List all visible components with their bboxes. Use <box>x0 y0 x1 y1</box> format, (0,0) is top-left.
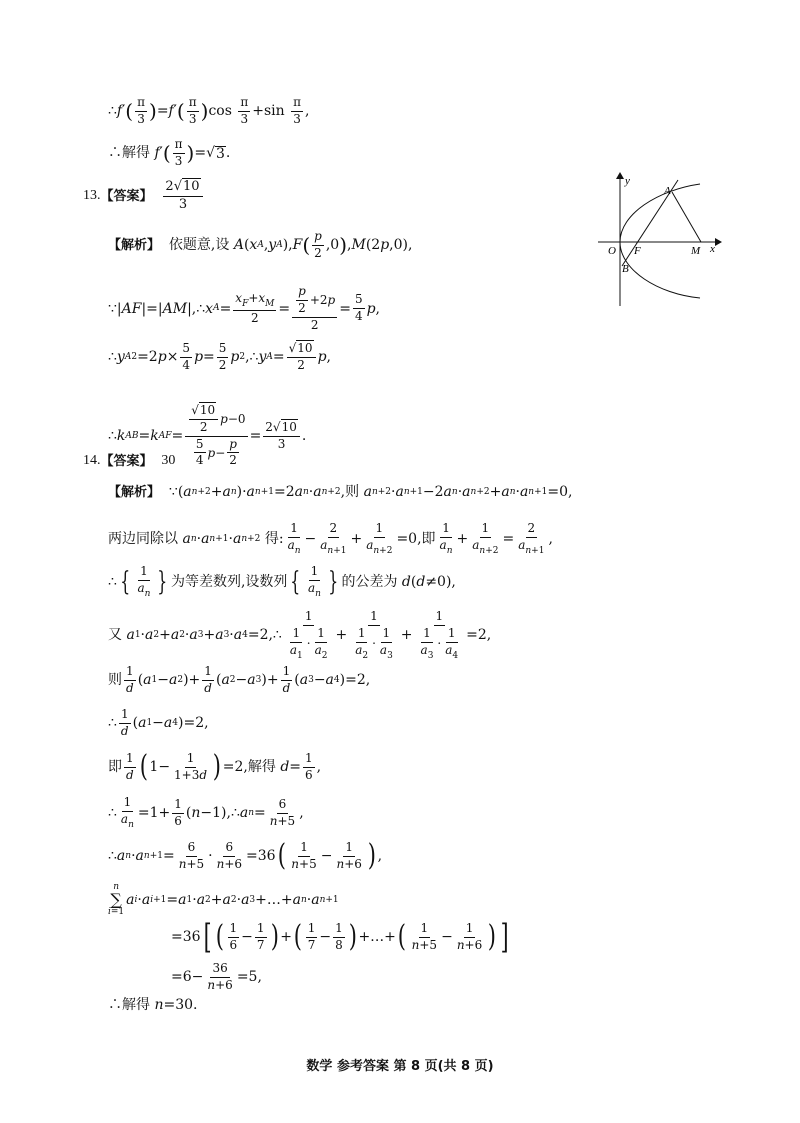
x-axis-arrow <box>715 238 722 246</box>
label-y: y <box>625 175 630 187</box>
page-footer: 数学 参考答案 第 8 页(共 8 页) <box>306 1059 494 1074</box>
y-axis-arrow <box>616 172 624 179</box>
q14-step-3: ∴ { $\frac{1}{a_n}$ } 为等差数列,设数列 { $\frac{1}{a_n}$ } 的公差为 d ( d ≠0), <box>108 564 456 599</box>
label-a: A <box>664 185 671 197</box>
q13-step-4: ∴ k AB = k AF = $\frac{√10}{2}$ p−0 $\frac{5}{4}$ p− $\frac{p}{2}$ = $\frac{2√10}{3}$ . <box>108 403 307 468</box>
q14-step-7: 即 $\frac{1}{d}$ ( 1− $\frac{1}{1+3d}$ ) =2,解得 d = $\frac{1}{6}$ , <box>108 749 322 785</box>
label-x: x <box>710 243 715 255</box>
q14-step-12: =6− $\frac{36}{n+6}$ =5, <box>171 961 262 992</box>
parabola-curve <box>620 184 700 298</box>
q12-line-2: ∴解得 f ′ ( $\frac{\pi}{3}$ ) =√ 3 . <box>108 137 231 168</box>
q14-step-8: ∴ $\frac{1}{a_n}$ =1+ $\frac{1}{6}$ ( n −1),∴ a n = $\frac{6}{n+5}$ , <box>108 795 304 830</box>
q14-answer-tag: 【答案】 <box>100 453 153 469</box>
q14-answer <box>83 454 175 468</box>
q14-step-4: 又 a 1 · a 2 + a 2 · a 3 + a 3 · a 4 =2,∴ 1 $\frac{1}{a_1}$ · $\frac{1}{a_2}$ + 1 $\frac{1}{a_2}$ · $\frac{1}{a_3}$ + 1 $\frac{1}{a_3}$ · $\frac{1}{a_4}$ =2, <box>108 609 492 661</box>
q14-analysis-tag: 【解析】 <box>108 484 161 500</box>
q13-answer-tag: 【答案】 <box>100 188 153 204</box>
q14-number: 14. <box>83 453 101 468</box>
q14-step-6: ∴ $\frac{1}{d}$ ( a 1 − a 4 )=2, <box>108 707 209 738</box>
label-b: B <box>622 263 629 275</box>
q12-line-1: ∴ f ′ ( $\frac{\pi}{3}$ ) = f ′ ( $\frac{\pi}{3}$ ) cos $\frac{\pi}{3}$ +sin $\frac{\pi}{3}$ , <box>108 95 310 126</box>
parabola-figure <box>598 170 723 310</box>
q13-step-1: 【解析】 依题意,设 A ( x A , y A ), F ( $\frac{p}{2}$ ,0 ) , M (2 p ,0), <box>108 229 413 260</box>
q14-step-13: ∴解得 n =30. <box>108 997 198 1013</box>
q14-answer-value: 30 <box>161 453 176 468</box>
q13-answer <box>83 180 205 213</box>
q14-step-1: 【解析】 ∵( a n+2 + a n )· a n+1 =2 a n · a n+2 ,则 a n+2 · a n+1 −2 a n · a n+2 + a n · a n+1 =0, <box>108 484 573 500</box>
label-f: F <box>634 245 641 257</box>
q13-step-3: ∴ y A 2 =2 p × $\frac{5}{4}$ p = $\frac{5}{2}$ p 2 ,∴ y A = $\frac{√10}{2}$ p , <box>108 341 331 372</box>
q14-step-5: 则 $\frac{1}{d}$ ( a 1 − a 2 )+ $\frac{1}{d}$ ( a 2 − a 3 )+ $\frac{1}{d}$ ( a 3 − a 4 )=2, <box>108 664 371 695</box>
q13-number: 13. <box>83 188 101 204</box>
q13-analysis-tag: 【解析】 <box>108 237 161 253</box>
line-am <box>672 192 701 242</box>
q13-step-2: ∵| AF |=| AM |,∴ x A = $\frac{x_F+x_M}{2}$ = $\frac{p}{2}$ +2p 2 = $\frac{5}{4}$ p , <box>108 284 380 332</box>
q14-step-9: ∴ a n · a n+1 = $\frac{6}{n+5}$ · $\frac{6}{n+6}$ =36 ( $\frac{1}{n+5}$ − $\frac{1}{n+6}$ ) , <box>108 838 383 874</box>
q14-step-10: n ∑ i=1 a i · a i+1 = a 1 · a 2 + a 2 · a 3 +…+ a n · a n+1 <box>108 882 339 917</box>
label-m: M <box>691 245 701 257</box>
q14-step-11: =36 [ ( $\frac{1}{6}$ − $\frac{1}{7}$ ) + ( $\frac{1}{7}$ − $\frac{1}{8}$ ) +…+ ( $\frac{1}{n+5}$ − $\frac{1}{n+6}$ ) ] <box>171 917 509 957</box>
label-o: O <box>608 245 616 257</box>
q14-step-2: 两边同除以 a n · a n+1 · a n+2 得: $\frac{1}{a_n}$ − $\frac{2}{a_{n+1}}$ + $\frac{1}{a_{n+2}}$ =0,即 $\frac{1}{a_n}$ + $\frac{1}{a_{n+2}}$ = $\frac{2}{a_{n+1}}$ , <box>108 521 553 556</box>
q13-answer-value: $\frac{2√10}{3}$ <box>163 180 202 213</box>
